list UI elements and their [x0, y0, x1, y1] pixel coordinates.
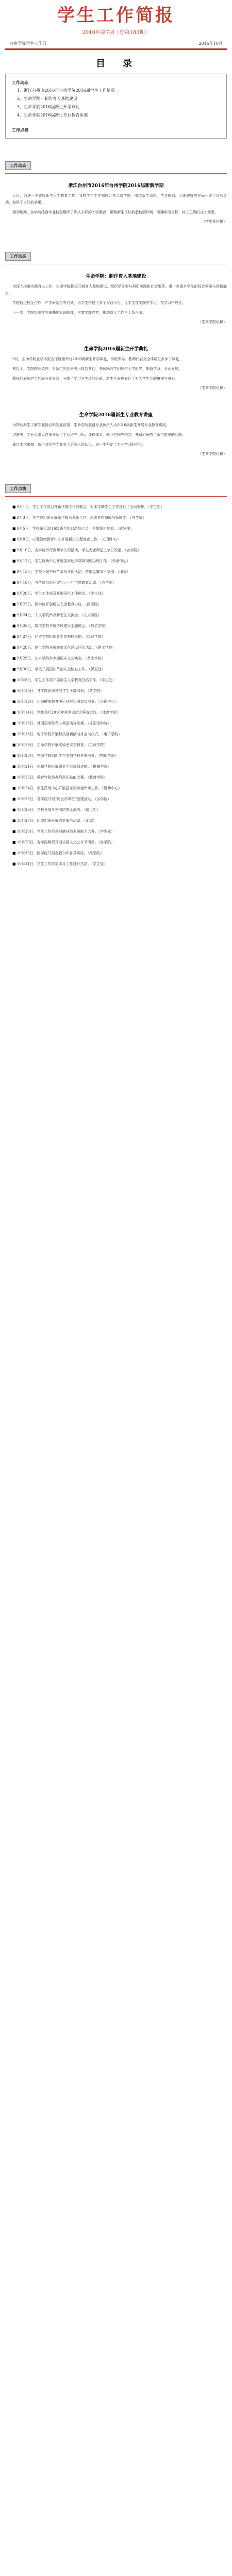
- note-item: [5, 504, 227, 511]
- note-text: 10月20日，物理学院组织学生参加学科竞赛培训。（物理学院）: [16, 754, 119, 758]
- note-text: 10月27日，团委组织开展志愿服务活动。（团委）: [16, 819, 97, 823]
- bullet-icon: ■: [12, 710, 17, 715]
- note-item: [5, 850, 227, 857]
- bullet-icon: ■: [12, 548, 17, 552]
- note-item: [5, 677, 227, 684]
- bullet-icon: ■: [12, 505, 17, 509]
- bullet-icon: ■: [12, 537, 17, 541]
- note-item: [5, 634, 227, 640]
- article-paragraph: 通过本次讲座，新生对所学专业有了更深入的认识，进一步坚定了专业学习的信心。: [12, 443, 146, 447]
- note-text: 9月30日，学校开展国庆节前安全检查工作。（保卫处）: [16, 667, 105, 671]
- bullet-icon: ■: [12, 581, 17, 585]
- article-title: 生命学院2016届新生开学典礼: [84, 347, 148, 352]
- note-text: 9月5日，学校举行2016级新生军训动员大会，全体新生参加。（武装部）: [16, 527, 134, 531]
- section-tag: 工作点滴: [5, 484, 31, 493]
- note-item: [5, 547, 227, 554]
- article-paragraph: 9月，生命学院在学术报告厅隆重举行2016级新生开学典礼，学院领导、教师代表及全体新生参加了典礼。: [12, 357, 183, 361]
- issue-number: 2016年第7期（总第183期）: [82, 30, 150, 36]
- bullet-icon: ■: [12, 516, 17, 520]
- article-paragraph: 近日，为进一步做好新生入学教育工作，我校学生工作部联合各二级学院，围绕新生适应、学业规划、心理健康等方面开展了系列活动，取得了良好的效果。: [5, 194, 227, 205]
- section-rule: [5, 173, 227, 174]
- article-source: （生命学院供稿）: [198, 386, 227, 390]
- article-source: （学生处供稿）: [202, 219, 227, 224]
- note-text: 9月3日，各学院组织开展新生报到迎新工作，志愿者热情服务新同学。（各学院）: [16, 516, 146, 520]
- note-text: 9月27日，经贸学院组织新生参观校史馆。（经贸学院）: [16, 635, 105, 639]
- bullet-icon: ■: [12, 591, 17, 596]
- bullet-icon: ■: [12, 721, 17, 725]
- bullet-icon: ■: [12, 667, 17, 671]
- note-item: [5, 536, 227, 543]
- note-text: 10月29日，各学院组织开展校园文化艺术节活动。（各学院）: [16, 840, 115, 844]
- section-rule: [5, 496, 227, 497]
- article-title: 生命学院2016届新生专业教育讲座: [79, 413, 153, 418]
- note-item: [5, 526, 227, 532]
- note-text: 10月16日，外国语学院举办英语演讲比赛。（外国语学院）: [16, 721, 111, 725]
- note-item: [5, 774, 227, 781]
- toc-item[interactable]: 4、生命学院2016届新生专业教育讲座: [17, 113, 88, 117]
- article-paragraph: 为深入推进实践育人工作，生命学院积极开展育人基地建设，组织学生参与科研实践和社会服务，进一步提升学生的综合素质与创新能力。: [5, 284, 227, 295]
- toc-item[interactable]: 3、生命学院2016届新生开学典礼: [17, 105, 80, 109]
- bullet-icon: ■: [12, 635, 17, 639]
- article-paragraph: 学院通过校企合作、产学研结合等方式，为学生搭建了多个实践平台，让学生在实践中学习，在学习中成长。: [12, 301, 186, 305]
- article-source: （生命学院供稿）: [198, 320, 227, 324]
- article-paragraph: 为帮助新生了解专业特点和发展前景，生命学院邀请专业负责人为2016级新生开展专业教育讲座。: [12, 423, 170, 427]
- notes-list: [5, 504, 227, 868]
- note-text: 10月31日，学生工作部对本月工作进行总结。（学生处）: [16, 862, 108, 866]
- note-item: [5, 818, 227, 824]
- note-text: 9月1日，学生工作部召开新学期工作部署会，对本学期学生工作进行了全面安排。（学生处）: [16, 505, 164, 509]
- bullet-icon: ■: [12, 765, 17, 769]
- bullet-icon: ■: [12, 732, 17, 736]
- note-item: [5, 666, 227, 673]
- note-item: [5, 785, 227, 792]
- note-item: [5, 709, 227, 716]
- note-item: [5, 753, 227, 759]
- toc-item[interactable]: 1、浙江台州市2016年台州学院2016届学生工作情况: [17, 88, 115, 93]
- section-work-notes: [5, 482, 227, 868]
- publisher: 台州学院学生工作部: [9, 41, 46, 46]
- article-title: 浙江台州市2016年台州学院2016届新新学期: [68, 183, 164, 189]
- note-item: [5, 590, 227, 597]
- bullet-icon: ■: [12, 754, 17, 758]
- toc-item[interactable]: 2、生命学院：制作育人基地建设: [17, 96, 78, 101]
- note-item: [5, 720, 227, 727]
- note-item: [5, 688, 227, 694]
- note-text: 10月24日，学生资助中心开展国家奖学金评审工作。（资助中心）: [16, 786, 122, 790]
- note-item: [5, 623, 227, 630]
- note-item: [5, 655, 227, 662]
- bullet-icon: ■: [12, 829, 17, 834]
- article-paragraph: 教师代表和老生代表分别发言，分享了学习与生活的经验，新生代表也表达了对大学生活的憧憬与决心。: [12, 377, 178, 381]
- note-item: [5, 764, 227, 770]
- publication-info: [5, 41, 227, 46]
- note-item: [5, 645, 227, 651]
- table-of-contents: [5, 74, 227, 139]
- article-title: 生命学院：制作育人基地建设: [86, 274, 146, 279]
- bullet-icon: ■: [12, 646, 17, 650]
- note-text: 9月20日，学生工作部召开辅导员工作例会。（学生处）: [16, 591, 105, 596]
- note-text: 10月18日，电子学院开展科技创新活动月启动仪式。（电子学院）: [16, 732, 122, 736]
- section-tag: 工作动态: [5, 161, 31, 170]
- bullet-icon: ■: [12, 570, 17, 574]
- note-item: [5, 580, 227, 586]
- note-item: [5, 612, 227, 619]
- article-paragraph: 活动期间，各学院结合专业特色组织了形式多样的入学教育，帮助新生尽快熟悉校园环境，明确学习目标，树立正确的成才观念。: [12, 210, 218, 214]
- bullet-icon: ■: [12, 851, 17, 855]
- bullet-icon: ■: [12, 819, 17, 823]
- section-work-news-1: [5, 159, 227, 224]
- bullet-icon: ■: [12, 624, 17, 628]
- note-text: 10月8日，学生工作部开展新生入学教育总结工作。（学生处）: [16, 678, 116, 682]
- note-text: 9月24日，人文学院举办新老生交流会。（人文学院）: [16, 613, 102, 617]
- bullet-icon: ■: [12, 700, 17, 704]
- note-item: [5, 558, 227, 565]
- bullet-icon: ■: [12, 808, 17, 812]
- note-text: 9月22日，医学院开展新生安全教育讲座。（医学院）: [16, 602, 102, 606]
- toc-section-title[interactable]: 工作点滴: [12, 127, 28, 132]
- section-tag: 工作动态: [5, 252, 31, 261]
- note-item: [5, 828, 227, 835]
- bullet-icon: ■: [12, 797, 17, 801]
- note-item: [5, 839, 227, 846]
- bullet-icon: ■: [12, 559, 17, 563]
- note-text: 10月28日，学生工作部开展辅导员素质能力大赛。（学生处）: [16, 829, 115, 834]
- bullet-icon: ■: [12, 613, 17, 617]
- masthead: [5, 0, 227, 36]
- publish-date: 2016年10月: [198, 41, 223, 46]
- bullet-icon: ■: [12, 786, 17, 790]
- article-source: （生命学院供稿）: [198, 452, 227, 456]
- bullet-icon: ■: [12, 678, 17, 682]
- bullet-icon: ■: [12, 862, 17, 866]
- article-paragraph: 下一步，学院将继续完善基地管理制度，丰富实践内容，推动育人工作再上新台阶。: [12, 311, 146, 315]
- toc-heading: 目 录: [96, 58, 136, 69]
- note-text: 10月14日，学校举行2016年秋季运动会筹备会议。（体育学院）: [16, 710, 120, 715]
- note-text: 9月12日，学生资助中心开展国家助学贷款现场办理工作。（资助中心）: [16, 559, 130, 563]
- note-text: 10月25日，各学院开展“优良学风班”创建活动。（各学院）: [16, 797, 111, 801]
- note-text: 10月26日，学校开展冬季消防安全演练。（保卫处）: [16, 808, 101, 812]
- note-text: 10月21日，机械学院开展职业生涯规划讲座。（机械学院）: [16, 765, 111, 769]
- bullet-icon: ■: [12, 527, 17, 531]
- note-text: 10月22日，教育学院举办师范生技能大赛。（教育学院）: [16, 775, 108, 779]
- note-item: [5, 807, 227, 814]
- masthead-title: 学生工作简报: [57, 5, 175, 26]
- note-item: [5, 861, 227, 868]
- article-paragraph: 典礼上，学院院长致辞，对新生的到来表示热烈欢迎，并勉励同学们珍惜大学时光，勤奋学习，全面发展。: [12, 367, 182, 371]
- note-text: 9月15日，学校开展中秋节系列文化活动，营造温馨节日氛围。（团委）: [16, 570, 130, 574]
- masthead-rule: [5, 48, 227, 50]
- toc-section-title: 工作动态: [12, 80, 28, 85]
- note-text: 9月29日，艺术学院举办迎国庆文艺晚会。（艺术学院）: [16, 656, 105, 660]
- note-item: [5, 731, 227, 738]
- bullet-icon: ■: [12, 602, 17, 606]
- note-text: 9月28日，建工学院开展寝室文化建设评比活动。（建工学院）: [16, 646, 116, 650]
- note-item: [5, 742, 227, 749]
- note-text: 10月30日，医学院开展急救知识普及讲座。（医学院）: [16, 851, 104, 855]
- note-item: [5, 601, 227, 608]
- note-text: 9月10日，各学院举行教师节庆祝活动，学生为老师送上节日祝福。（各学院）: [16, 548, 141, 552]
- bullet-icon: ■: [12, 743, 17, 747]
- bullet-icon: ■: [12, 689, 17, 693]
- note-text: 10月19日，生命学院开展实验室安全教育。（生命学院）: [16, 743, 108, 747]
- bullet-icon: ■: [12, 840, 17, 844]
- note-text: 9月18日，各学院组织开展“九一八”主题教育活动。（各学院）: [16, 581, 116, 585]
- note-text: 10月10日，各学院组织开展学生干部培训。（各学院）: [16, 689, 104, 693]
- bullet-icon: ■: [12, 775, 17, 779]
- note-item: [5, 699, 227, 705]
- note-item: [5, 569, 227, 575]
- note-text: 9月8日，心理健康教育中心开展新生心理普查工作。（心理中心）: [16, 537, 121, 541]
- note-text: 10月12日，心理健康教育中心开展心理委员培训。（心理中心）: [16, 700, 119, 704]
- bullet-icon: ■: [12, 656, 17, 660]
- article-paragraph: 讲座中，专业负责人详细介绍了专业培养目标、课程体系、就业方向等内容，并耐心解答了新生提出的问题。: [12, 433, 186, 437]
- note-item: [5, 796, 227, 803]
- note-item: [5, 515, 227, 521]
- note-text: 9月26日，数信学院开展学风建设主题班会。（数信学院）: [16, 624, 109, 628]
- section-work-news-2: [5, 250, 227, 456]
